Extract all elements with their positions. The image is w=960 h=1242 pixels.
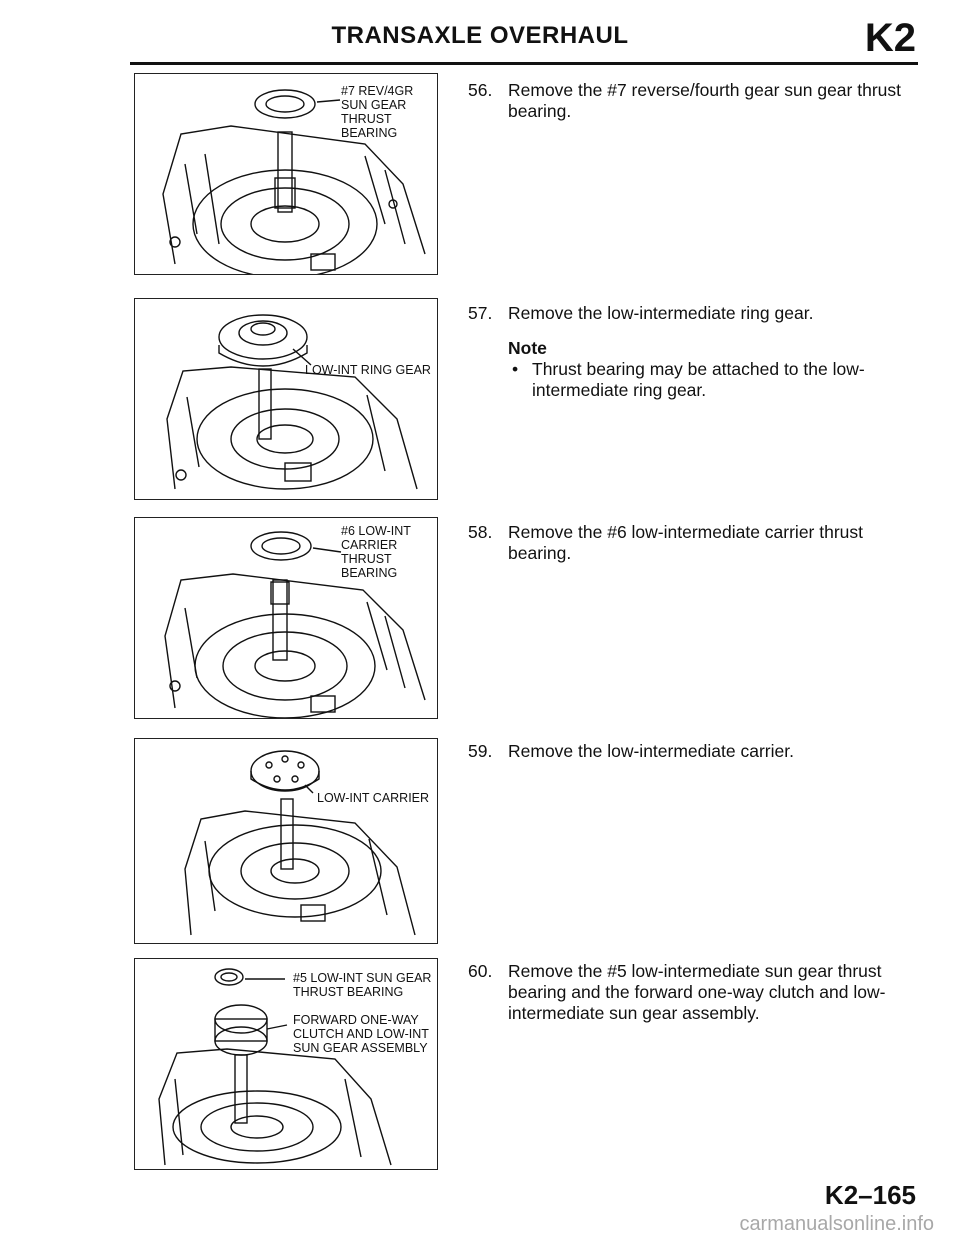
step-56 [468,80,920,122]
step-number: 59. [468,741,493,761]
step-number: 57. [468,303,493,323]
page-title: TRANSAXLE OVERHAUL [331,22,629,49]
header-divider [130,62,918,65]
figure-label-thrust-bearing: #5 LOW-INT SUN GEAR THRUST BEARING [293,971,432,999]
step-60 [468,961,920,1024]
step-57 [468,303,920,401]
figure-low-int-carrier [134,738,438,944]
step-number: 58. [468,522,493,542]
transaxle-illustration [135,739,437,943]
figure-label: LOW-INT CARRIER [317,791,430,805]
note-item: • Thrust bearing may be attached to the low-intermediate ring gear. [508,359,920,401]
watermark: carmanualsonline.info [739,1213,934,1235]
step-text: Remove the low-intermediate ring gear. [508,303,814,323]
step-text: Remove the #5 low-intermediate sun gear thrust bearing and the forward one-way clutch and low-intermediate sun gear assembly. [508,961,886,1023]
step-59 [468,741,920,762]
step-text: Remove the #7 reverse/fourth gear sun gear thrust bearing. [508,80,901,121]
figure-label-clutch-assembly: FORWARD ONE-WAY CLUTCH AND LOW-INT SUN GEAR ASSEMBLY [293,1013,429,1055]
figure-label: LOW-INT RING GEAR [305,363,431,377]
figure-forward-one-way-clutch-assembly [134,958,438,1170]
note-title: Note [508,338,547,358]
step-number: 56. [468,80,493,100]
step-text: Remove the low-intermediate carrier. [508,741,794,761]
step-58 [468,522,920,564]
figure-label: #7 REV/4GR SUN GEAR THRUST BEARING [341,84,414,140]
figure-label: #6 LOW-INT CARRIER THRUST BEARING [341,524,411,580]
figure-low-int-ring-gear [134,298,438,500]
step-number: 60. [468,961,493,981]
figure-low-int-carrier-thrust-bearing [134,517,438,719]
section-code: K2 [864,16,916,60]
step-text: Remove the #6 low-intermediate carrier thrust bearing. [508,522,864,563]
page-number: K2–165 [824,1180,916,1210]
transaxle-illustration [135,299,437,499]
figure-rev4gr-sun-gear-thrust-bearing [134,73,438,275]
